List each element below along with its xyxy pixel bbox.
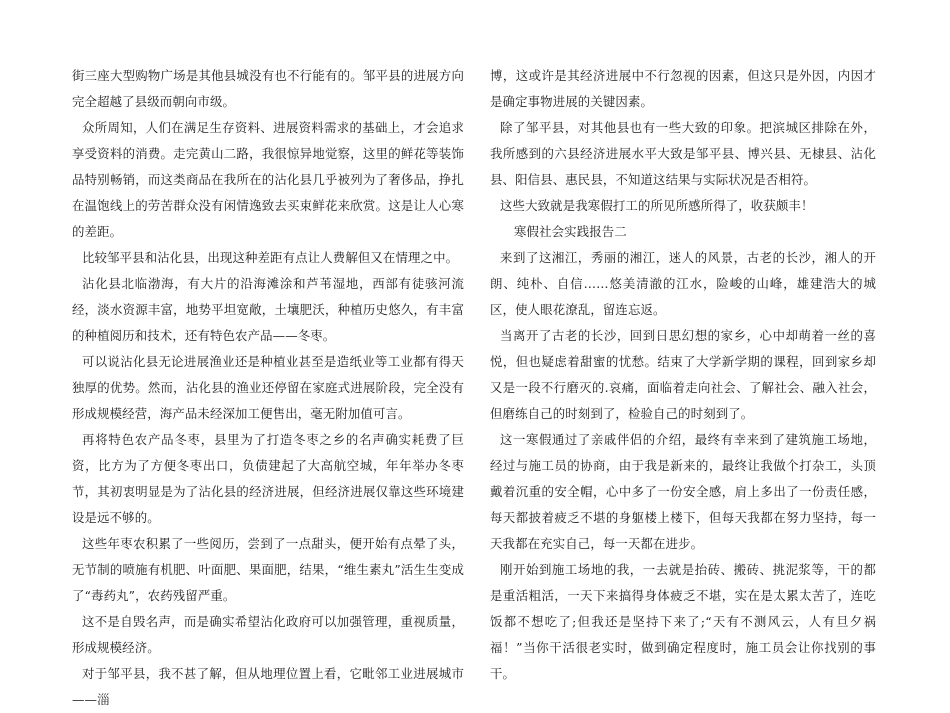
paragraph: 再将特色农产品冬枣，县里为了打造冬枣之乡的名声确实耗费了巨资，比方为了方便冬枣出口，负债建起了大高航空城，年年举办冬枣节，其初衷明显是为了沾化县的经济进展，但经济进展仅靠这些环境建设是远不够的。 [72, 432, 464, 525]
paragraph: 街三座大型购物广场是其他县城没有也不行能有的。邹平县的进展方向完全超越了县级而朝向市级。 [72, 68, 464, 109]
left-column [72, 63, 464, 713]
section-heading: 寒假社会实践报告二 [514, 224, 627, 239]
paragraph: 对于邹平县，我不甚了解，但从地理位置上看，它毗邻工业进展城市——淄 [72, 666, 464, 707]
paragraph: 沾化县北临渤海，有大片的沿海滩涂和芦苇湿地，西部有徒骇河流经，淡水资源丰富，地势平坦宽敞，土壤肥沃，种植历史悠久，有丰富的种植阅历和技术，还有特色农产品——冬枣。 [72, 276, 464, 343]
paragraph: 当离开了古老的长沙，回到日思幻想的家乡，心中却萌着一丝的喜悦，但也疑虑着甜蜜的忧愁。结束了大学新学期的课程，回到家乡却又是一段不行磨灭的.哀痛，面临着走向社会、了解社会、融入社会，但磨练自己的时刻到了，检验自己的时刻到了。 [490, 328, 876, 421]
paragraph: 比较邹平县和沾化县，出现这种差距有点让人费解但又在情理之中。 [82, 250, 459, 265]
paragraph: 刚开始到施工场地的我，一去就是抬砖、搬砖、挑泥浆等，干的都是重活粗活，一天下来搞得身体疲乏不堪，实在是太累太苦了，连吃饭都不想吃了;但我还是坚持下来了;“天有不测风云，人有旦夕祸福！”当你干活很老实时，做到确定程度时，施工员会让你找别的事干。 [490, 562, 876, 681]
paragraph: 可以说沾化县无论进展渔业还是种植业甚至是造纸业等工业都有得天独厚的优势。然而，沾化县的渔业还停留在家庭式进展阶段，完全没有形成规模经营，海产品未经深加工便售出，毫无附加值可言。 [72, 354, 464, 421]
right-column [490, 63, 876, 687]
paragraph: 这不是自毁名声，而是确实希望沾化政府可以加强管理，重视质量，形成规模经济。 [72, 614, 464, 655]
paragraph: 这一寒假通过了亲戚伴侣的介绍，最终有幸来到了建筑施工场地，经过与施工员的协商，由于我是新来的，最终让我做个打杂工，头顶戴着沉重的安全帽，心中多了一份安全感，肩上多出了一份责任感，每天都披着疲乏不堪的身躯楼上楼下，但每天我都在努力坚持，每一天我都在充实自己，每一天都在进步。 [490, 432, 876, 551]
paragraph: 这些大致就是我寒假打工的所见所感所得了，收获颇丰！ [500, 198, 814, 213]
paragraph: 这些年枣农积累了一些阅历，尝到了一点甜头，便开始有点晕了头，无节制的喷施有机肥、叶面肥、果面肥，结果，“维生素丸”活生生变成了“毒药丸”，农药残留严重。 [72, 536, 464, 603]
paragraph: 来到了这湘江，秀丽的湘江，迷人的风景，古老的长沙，湘人的开朗、纯朴、自信……悠美清澈的江水，险峻的山峰，雄建浩大的城区，使人眼花潦乱，留连忘返。 [490, 250, 876, 317]
paragraph: 除了邹平县，对其他县也有一些大致的印象。把滨城区排除在外，我所感到的六县经济进展水平大致是邹平县、博兴县、无棣县、沾化县、阳信县、惠民县，不知道这结果与实际状况是否相符。 [490, 120, 876, 187]
paragraph: 众所周知，人们在满足生存资料、进展资料需求的基础上，才会追求享受资料的消费。走完黄山二路，我很惊异地觉察，这里的鲜花等装饰品特别畅销，而这类商品在我所在的沾化县几乎被列为了奢侈品，挣扎在温饱线上的劳苦群众没有闲情逸致去买束鲜花来欣赏。这是让人心寒的差距。 [72, 120, 464, 239]
paragraph: 博，这或许是其经济进展中不行忽视的因素，但这只是外因，内因才是确定事物进展的关键因素。 [490, 68, 876, 109]
